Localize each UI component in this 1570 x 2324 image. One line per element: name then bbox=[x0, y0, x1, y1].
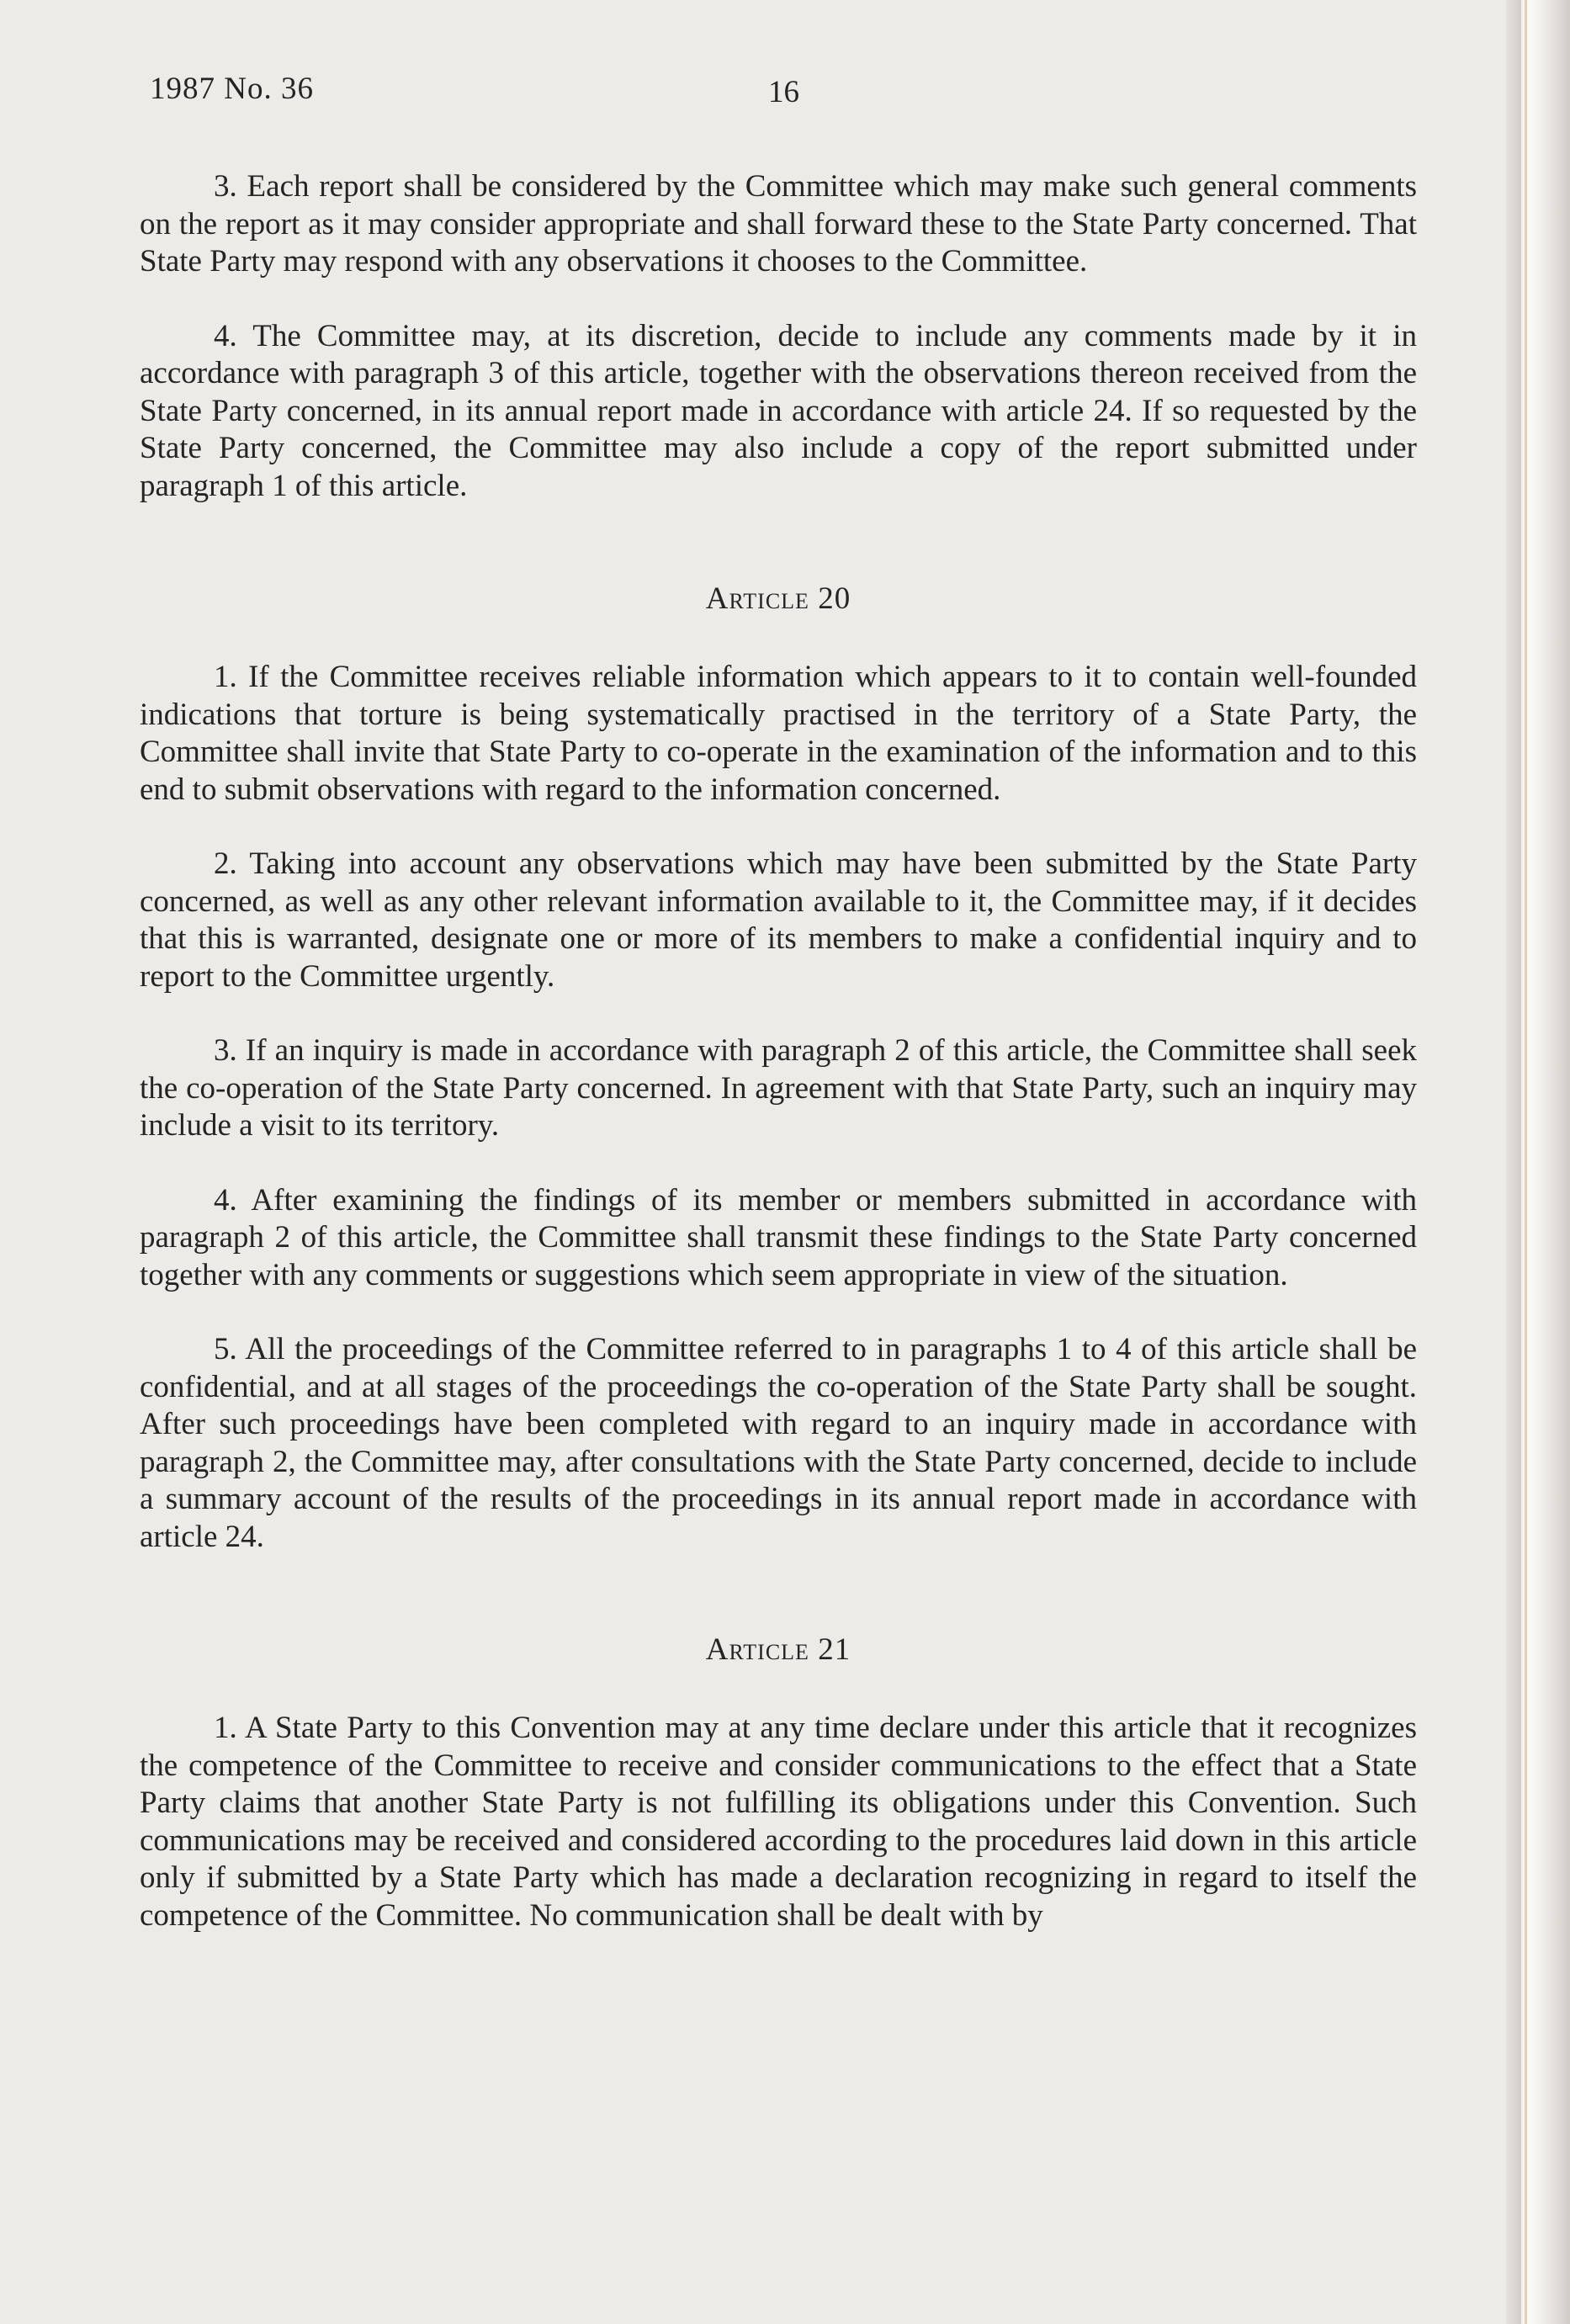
paragraph-article19-4: 4. The Committee may, at its discretion, decide to include any comments made by it in accordance with paragraph 3 of this article, together with the observations thereon received from the State Party concerned, in its annual report made in accordance with article 24. If so requested by the State Party concerned, the Committee may also include a copy of the report submitted under paragraph 1 of this article. bbox=[140, 318, 1417, 503]
paragraph-article20-4: 4. After examining the findings of its member or members submitted in accordance with paragraph 2 of this article, the Committee shall transmit these findings to the State Party concerned together with any comments or suggestions which seem appropriate in view of the situation. bbox=[140, 1182, 1417, 1292]
article-20-heading: Article 20 bbox=[705, 581, 851, 616]
paragraph-article21-1: 1. A State Party to this Convention may at any time declare under this article that it recognizes the competence of the Committee to receive and consider communications to the effect that a State Party claims that another State Party is not fulfilling its obligations under this Convention. Such communications may be received and considered according to the procedures laid down in this article only if submitted by a State Party which has made a declaration recognizing in regard to itself the competence of the Committee. No communication shall be dealt with by bbox=[140, 1711, 1417, 1933]
document-body bbox=[140, 168, 1417, 1971]
article-21-heading: Article 21 bbox=[705, 1632, 851, 1667]
paragraph-article19-3: 3. Each report shall be considered by the Committee which may make such general comments on the report as it may consider appropriate and shall forward these to the State Party concerned. That State Party may respond with any observations it chooses to the Committee. bbox=[140, 169, 1417, 279]
page-number: 16 bbox=[768, 75, 799, 109]
page-header bbox=[150, 71, 1378, 121]
page-edge-shadow bbox=[1506, 0, 1521, 2324]
binding-edge-line bbox=[1525, 0, 1527, 2324]
paragraph-article20-5: 5. All the proceedings of the Committee referred to in paragraphs 1 to 4 of this article shall be confidential, and at all stages of the proceedings the co-operation of the State Party shall be sought. After such proceedings have been completed with regard to an inquiry made in accordance with paragraph 2, the Committee may, after consultations with the State Party concerned, decide to include a summary account of the results of the proceedings in its annual report made in accordance with article 24. bbox=[140, 1332, 1417, 1554]
paragraph-article20-1: 1. If the Committee receives reliable information which appears to it to contain well-founded indications that torture is being systematically practised in the territory of a State Party, the Committee shall invite that State Party to co-operate in the examination of the information and to this end to submit observations with regard to the information concerned. bbox=[140, 660, 1417, 807]
book-binding bbox=[1521, 0, 1570, 2324]
paragraph-article20-2: 2. Taking into account any observations which may have been submitted by the State Party concerned, as well as any other relevant information available to it, the Committee may, if it decides that this is warranted, designate one or more of its members to make a confidential inquiry and to report to the Committee urgently. bbox=[140, 846, 1417, 994]
publication-reference: 1987 No. 36 bbox=[150, 72, 314, 106]
paragraph-article20-3: 3. If an inquiry is made in accordance with paragraph 2 of this article, the Committee shall seek the co-operation of the State Party concerned. In agreement with that State Party, such an inquiry may include a visit to its territory. bbox=[140, 1033, 1417, 1143]
